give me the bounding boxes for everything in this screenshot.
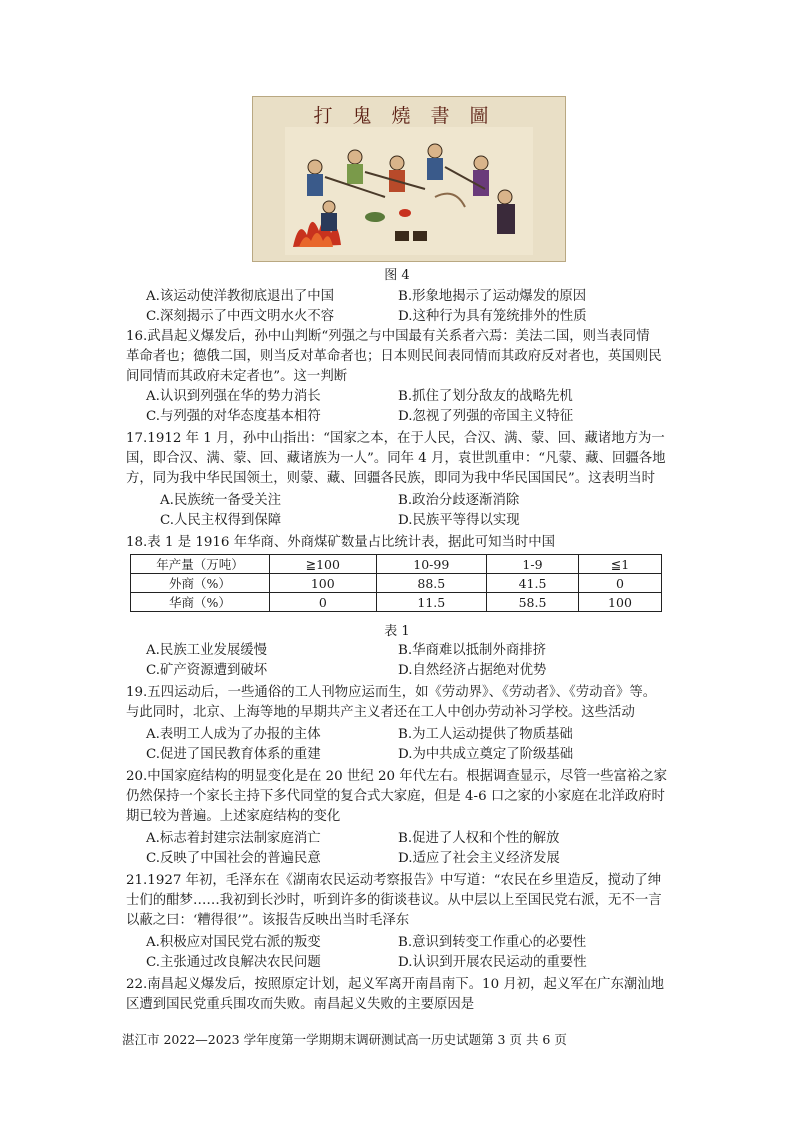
- q21-option-c: C.主张通过改良解决农民问题: [146, 955, 321, 970]
- q20-option-a: A.标志着封建宗法制家庭消亡: [146, 831, 321, 846]
- table-cell: 外商（%）: [131, 574, 270, 593]
- q17-option-a: A.民族统一备受关注: [160, 493, 282, 508]
- q18-option-c: C.矿产资源遭到破坏: [146, 663, 268, 678]
- q15-option-c: C.深刻揭示了中西文明水火不容: [146, 309, 335, 324]
- q16-option-a: A.认识到列强在华的势力消长: [146, 389, 321, 404]
- table-cell: 41.5: [487, 574, 579, 593]
- q18-option-b: B.华商难以抵制外商排挤: [398, 643, 547, 658]
- table-header-cell: ≧100: [270, 555, 377, 574]
- q19-stem-line: 与此同时，北京、上海等地的早期共产主义者还在工人中创办劳动补习学校。这些活动: [126, 705, 635, 720]
- q15-option-d: D.这种行为具有笼统排外的性质: [398, 309, 587, 324]
- q21-stem-line: 以蔽之曰：‘糟得很’”。该报告反映出当时毛泽东: [126, 913, 410, 928]
- q19-stem-line: 19.五四运动后，一些通俗的工人刊物应运而生，如《劳动界》、《劳动者》、《劳动音》等。: [126, 685, 657, 700]
- q16-option-d: D.忽视了列强的帝国主义特征: [398, 409, 574, 424]
- figure-right-inscription: [537, 125, 559, 253]
- figure-illustration: [285, 127, 533, 255]
- q15-option-a: A.该运动使洋教彻底退出了中国: [146, 289, 335, 304]
- q16-option-b: B.抓住了划分敌友的战略先机: [398, 389, 573, 404]
- q19-option-a: A.表明工人成为了办报的主体: [146, 727, 321, 742]
- table-cell: 11.5: [376, 593, 486, 612]
- q20-stem-line: 20.中国家庭结构的明显变化是在 20 世纪 20 年代左右。根据调查显示，尽管一些富裕之家: [126, 769, 668, 784]
- q20-option-b: B.促进了人权和个性的解放: [398, 831, 560, 846]
- figure-left-inscription: [259, 125, 281, 253]
- q17-option-d: D.民族平等得以实现: [398, 513, 520, 528]
- page-footer: 湛江市 2022—2023 学年度第一学期期末调研测试高一历史试题第 3 页 共 6 页: [122, 1032, 567, 1047]
- table-cell: 100: [270, 574, 377, 593]
- q22-stem-line: 区遭到国民党重兵围攻而失败。南昌起义失败的主要原因是: [126, 997, 475, 1012]
- q20-option-c: C.反映了中国社会的普遍民意: [146, 851, 321, 866]
- q17-stem-line: 方，同为我中华民国领土，则蒙、藏、回疆各民族，即同为我中华民国国民”。这表明当时: [126, 471, 656, 486]
- woodblock-print-image: [252, 96, 566, 262]
- q21-stem-line: 21.1927 年初，毛泽东在《湖南农民运动考察报告》中写道：“农民在乡里造反，搅动了绅: [126, 873, 662, 888]
- q18-option-d: D.自然经济占据绝对优势: [398, 663, 547, 678]
- coal-mine-table: [130, 554, 662, 612]
- table-cell: 0: [578, 574, 661, 593]
- q22-stem-line: 22.南昌起义爆发后，按照原定计划，起义军离开南昌南下。10 月初，起义军在广东潮汕地: [126, 977, 665, 992]
- table-caption: 表 1: [384, 624, 410, 639]
- table-row: [131, 593, 662, 612]
- q21-option-b: B.意识到转变工作重心的必要性: [398, 935, 587, 950]
- q17-stem-line: 17.1912 年 1 月，孙中山指出：“国家之本，在于人民，合汉、满、蒙、回、藏诸地方为一: [126, 431, 665, 446]
- q18-option-a: A.民族工业发展缓慢: [146, 643, 268, 658]
- q17-option-b: B.政治分歧逐渐消除: [398, 493, 520, 508]
- q17-option-c: C.人民主权得到保障: [160, 513, 282, 528]
- q20-stem-line: 期已较为普遍。上述家庭结构的变化: [126, 809, 341, 824]
- q16-option-c: C.与列强的对华态度基本相符: [146, 409, 321, 424]
- q17-stem-line: 国，即合汉、满、蒙、回、藏诸族为一人”。同年 4 月，袁世凯重申：“凡蒙、藏、回疆各地: [126, 451, 666, 466]
- q21-stem-line: 士们的酣梦……我初到长沙时，听到许多的街谈巷议。从中层以上至国民党右派，无不一言: [126, 893, 662, 908]
- table-header-cell: 1-9: [487, 555, 579, 574]
- table-cell: 0: [270, 593, 377, 612]
- q21-option-a: A.积极应对国民党右派的叛变: [146, 935, 321, 950]
- table-cell: 88.5: [376, 574, 486, 593]
- q18-stem-line: 18.表 1 是 1916 年华商、外商煤矿数量占比统计表，据此可知当时中国: [126, 535, 556, 550]
- table-cell: 100: [578, 593, 661, 612]
- table-header-row: [131, 555, 662, 574]
- q20-stem-line: 仍然保持一个家长主持下多代同堂的复合式大家庭，但是 4-6 口之家的小家庭在北洋政府时: [126, 789, 665, 804]
- table-cell: 华商（%）: [131, 593, 270, 612]
- table-row: [131, 574, 662, 593]
- table-cell: 58.5: [487, 593, 579, 612]
- table-header-cell: ≦1: [578, 555, 661, 574]
- q15-option-b: B.形象地揭示了运动爆发的原因: [398, 289, 587, 304]
- q19-option-d: D.为中共成立奠定了阶级基础: [398, 747, 574, 762]
- table-header-cell: 年产量（万吨）: [131, 555, 270, 574]
- table-header-cell: 10-99: [376, 555, 486, 574]
- q16-stem-line: 革命者也；德俄二国，则当反对革命者也；日本则民间表同情而其政府反对者也，英国则民: [126, 349, 662, 364]
- q16-stem-line: 16.武昌起义爆发后，孙中山判断“列强之与中国最有关系者六焉：美法二国，则当表同情: [126, 329, 650, 344]
- q20-option-d: D.适应了社会主义经济发展: [398, 851, 560, 866]
- q19-option-b: B.为工人运动提供了物质基础: [398, 727, 573, 742]
- q21-option-d: D.认识到开展农民运动的重要性: [398, 955, 587, 970]
- q16-stem-line: 间同情而其政府未定者也”。这一判断: [126, 369, 348, 384]
- figure-title: 打鬼燒書圖: [313, 105, 509, 127]
- q19-option-c: C.促进了国民教育体系的重建: [146, 747, 321, 762]
- figure-caption: 图 4: [384, 268, 410, 283]
